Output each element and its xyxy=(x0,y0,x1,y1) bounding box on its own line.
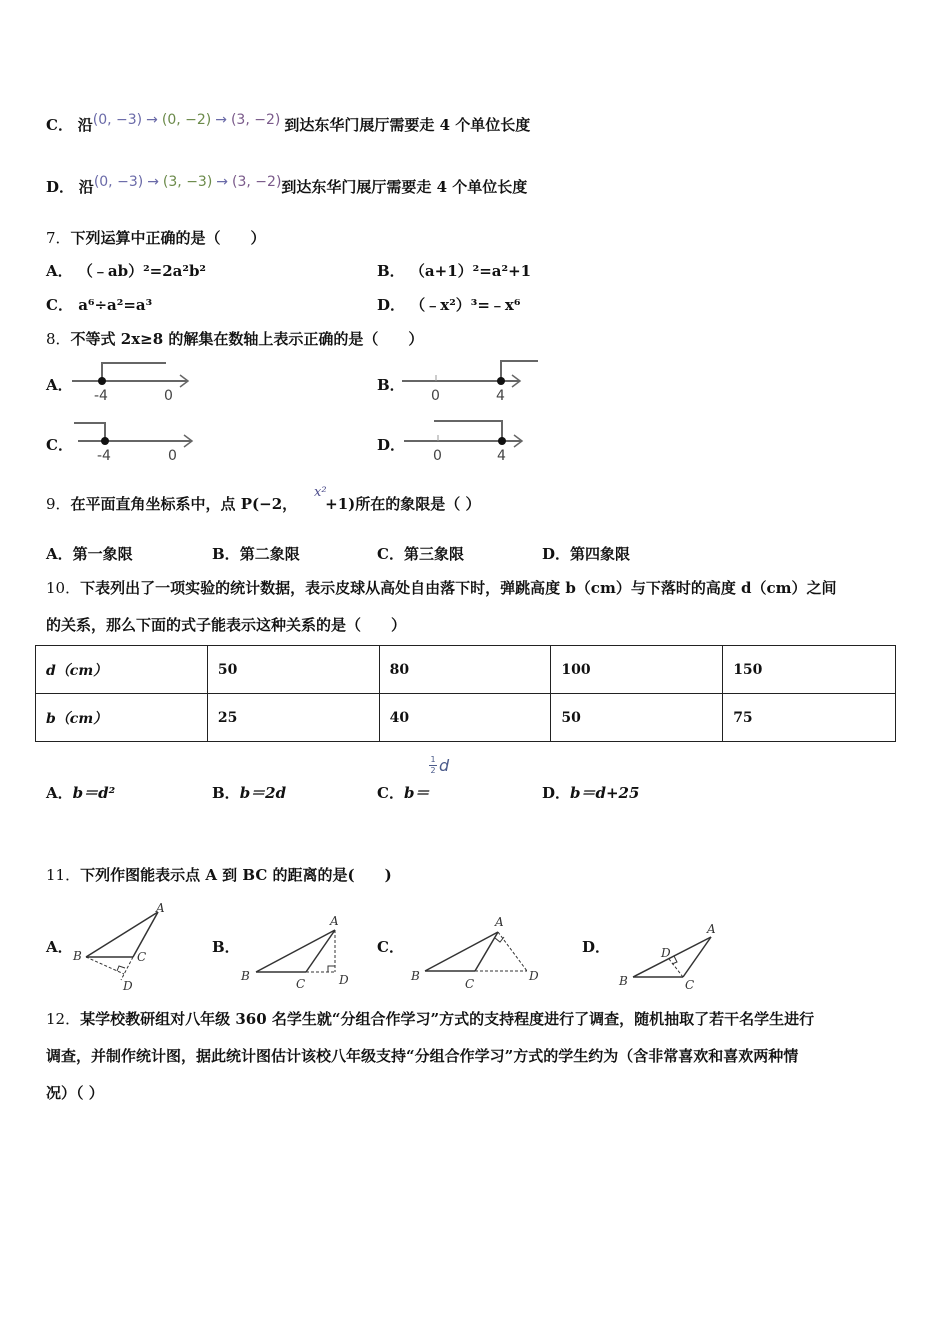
x-squared-expression: x² xyxy=(314,485,327,500)
table-cell: 75 xyxy=(723,694,896,742)
svg-text:C: C xyxy=(465,977,475,990)
fraction-one-half xyxy=(429,756,437,775)
coord-point: (0, −3) xyxy=(93,174,144,190)
option-label: D． xyxy=(377,296,406,314)
option-text: （﹣ab）²=2a²b² xyxy=(77,262,207,280)
option-text: （﹣x²）³=﹣x⁶ xyxy=(410,296,521,314)
option-text: （a+1）²=a²+1 xyxy=(409,262,532,280)
q10-stem-line1 xyxy=(46,578,837,598)
option-label: B． xyxy=(212,545,240,563)
q11-option-a-label: A． xyxy=(46,938,73,956)
q11-option-b-label: B． xyxy=(212,938,240,956)
fraction-variable: d xyxy=(439,756,450,775)
q10-option-c xyxy=(377,783,429,803)
q6-option-d xyxy=(46,174,528,198)
q8-option-c-label: C． xyxy=(46,436,73,454)
question-text: 下列作图能表示点 A 到 BC 的距离的是( ) xyxy=(80,866,392,884)
option-suffix: 到达东华门展厅需要走 4 个单位长度 xyxy=(284,116,531,134)
q10-option-a xyxy=(46,783,115,803)
table-cell: 100 xyxy=(551,646,723,694)
triangle-figure-b xyxy=(238,910,358,990)
table-row-header: b（cm） xyxy=(36,694,208,742)
q7-option-a xyxy=(46,261,206,281)
number-line-a xyxy=(70,355,200,405)
q8-option-b-label: B． xyxy=(377,376,405,394)
option-text: b＝d+25 xyxy=(570,784,640,802)
question-number: 11． xyxy=(46,866,81,884)
table-row xyxy=(36,694,896,742)
q9-stem xyxy=(46,494,480,514)
svg-text:C: C xyxy=(685,978,695,992)
option-prefix: 沿 xyxy=(78,178,94,196)
option-label: D． xyxy=(542,784,571,802)
q8-option-d-label: D． xyxy=(377,436,406,454)
option-label: B． xyxy=(377,262,405,280)
option-text: b＝d² xyxy=(72,784,116,802)
question-text: 不等式 2x≥8 的解集在数轴上表示正确的是（ ） xyxy=(70,330,424,348)
q10-option-d xyxy=(542,783,639,803)
tick-label: 0 xyxy=(164,388,173,404)
svg-text:C: C xyxy=(296,977,306,990)
table-row xyxy=(36,646,896,694)
svg-text:A: A xyxy=(495,915,504,929)
svg-text:B: B xyxy=(241,969,250,983)
q8-stem xyxy=(46,329,423,349)
option-text: b＝ xyxy=(403,784,430,802)
table-row-header: d（cm） xyxy=(36,646,208,694)
tick-label: 4 xyxy=(496,388,505,404)
question-number: 12． xyxy=(46,1010,81,1028)
tick-label: 4 xyxy=(497,448,506,464)
option-label: A． xyxy=(46,784,73,802)
table-cell: 25 xyxy=(207,694,379,742)
svg-text:A: A xyxy=(156,901,165,915)
question-text: 下表列出了一项实验的统计数据，表示皮球从高处自由落下时，弹跳高度 b（cm）与下落时的高度 d（cm）之间 xyxy=(80,579,837,597)
table-cell: 80 xyxy=(379,646,551,694)
coord-point: (3, −2) xyxy=(232,174,282,190)
q9-option-d xyxy=(542,544,630,564)
arrow-icon: → xyxy=(215,112,227,128)
arrow-icon: → xyxy=(146,112,158,128)
tick-label: -4 xyxy=(94,388,108,404)
svg-text:D: D xyxy=(339,973,349,987)
q12-stem-line3: 况）（ ） xyxy=(46,1084,104,1102)
fraction-denominator: 2 xyxy=(430,766,436,775)
option-prefix: 沿 xyxy=(77,116,93,134)
option-label: C． xyxy=(46,296,73,314)
question-text: 下列运算中正确的是（ ） xyxy=(70,229,266,247)
option-text: b＝2d xyxy=(239,784,287,802)
q10-stem-line2: 的关系，那么下面的式子能表示这种关系的是（ ） xyxy=(46,616,407,634)
q8-option-a-label: A． xyxy=(46,376,73,394)
question-text-after: +1)所在的象限是（ ） xyxy=(325,495,481,513)
number-line-b xyxy=(400,355,545,405)
q9-option-a xyxy=(46,544,133,564)
option-text: 第三象限 xyxy=(403,545,464,563)
option-text: 第二象限 xyxy=(239,545,300,563)
tick-label: 0 xyxy=(168,448,177,464)
svg-text:B: B xyxy=(73,949,82,963)
q7-option-c xyxy=(46,295,152,315)
option-label: C． xyxy=(377,784,404,802)
coord-point: (3, −2) xyxy=(230,112,281,128)
data-table xyxy=(35,645,896,742)
option-text: a⁶÷a²=a³ xyxy=(78,296,153,314)
table-cell: 150 xyxy=(723,646,896,694)
fraction-numerator: 1 xyxy=(430,755,436,764)
option-suffix: 到达东华门展厅需要走 4 个单位长度 xyxy=(281,178,528,196)
number-line-d xyxy=(400,415,545,465)
table-cell: 50 xyxy=(551,694,723,742)
question-number: 9． xyxy=(46,495,71,513)
q6-option-c xyxy=(46,112,531,136)
q12-stem-line2: 调查，并制作统计图，据此统计图估计该校八年级支持“分组合作学习”方式的学生约为（含非常喜欢和喜欢两种情 xyxy=(46,1047,799,1065)
triangle-figure-c xyxy=(405,910,545,990)
triangle-figure-d xyxy=(605,915,730,993)
option-label: A． xyxy=(46,545,73,563)
triangle-figure-a xyxy=(70,898,180,993)
option-text: 第一象限 xyxy=(72,545,133,563)
q7-option-d xyxy=(377,295,520,315)
arrow-icon: → xyxy=(216,174,229,190)
q9-option-b xyxy=(212,544,300,564)
option-text: 第四象限 xyxy=(570,545,631,563)
svg-text:C: C xyxy=(137,950,147,964)
question-number: 10． xyxy=(46,579,81,597)
svg-text:D: D xyxy=(529,969,539,983)
question-text-before: 在平面直角坐标系中，点 P(−2， xyxy=(70,495,298,513)
question-number: 8． xyxy=(46,330,71,348)
svg-text:B: B xyxy=(411,969,420,983)
svg-text:A: A xyxy=(330,914,339,928)
svg-text:D: D xyxy=(123,979,133,993)
svg-text:A: A xyxy=(707,922,716,936)
number-line-c xyxy=(70,415,200,465)
question-text: 某学校教研组对八年级 360 名学生就“分组合作学习”方式的支持程度进行了调查，随机抽取了若干名学生进行 xyxy=(80,1010,815,1028)
option-label: C． xyxy=(377,545,404,563)
coord-point: (0, −3) xyxy=(92,112,143,128)
q11-option-d-label: D． xyxy=(582,938,611,956)
table-cell: 40 xyxy=(379,694,551,742)
q7-stem xyxy=(46,228,266,248)
svg-text:D: D xyxy=(661,946,671,960)
option-label: C． xyxy=(46,116,73,134)
option-label: D． xyxy=(46,178,75,196)
q12-stem-line1 xyxy=(46,1009,814,1029)
coord-point: (0, −2) xyxy=(161,112,212,128)
q7-option-b xyxy=(377,261,531,281)
tick-label: 0 xyxy=(431,388,440,404)
option-label: B． xyxy=(212,784,240,802)
arrow-icon: → xyxy=(147,174,159,190)
tick-label: 0 xyxy=(433,448,442,464)
option-label: A． xyxy=(46,262,73,280)
q9-option-c xyxy=(377,544,464,564)
q11-stem xyxy=(46,865,392,885)
coord-point: (3, −3) xyxy=(162,174,213,190)
option-label: D． xyxy=(542,545,571,563)
table-cell: 50 xyxy=(207,646,379,694)
q10-option-b xyxy=(212,783,286,803)
question-number: 7． xyxy=(46,229,71,247)
q11-option-c-label: C． xyxy=(377,938,404,956)
svg-text:B: B xyxy=(619,974,628,988)
tick-label: -4 xyxy=(97,448,111,464)
